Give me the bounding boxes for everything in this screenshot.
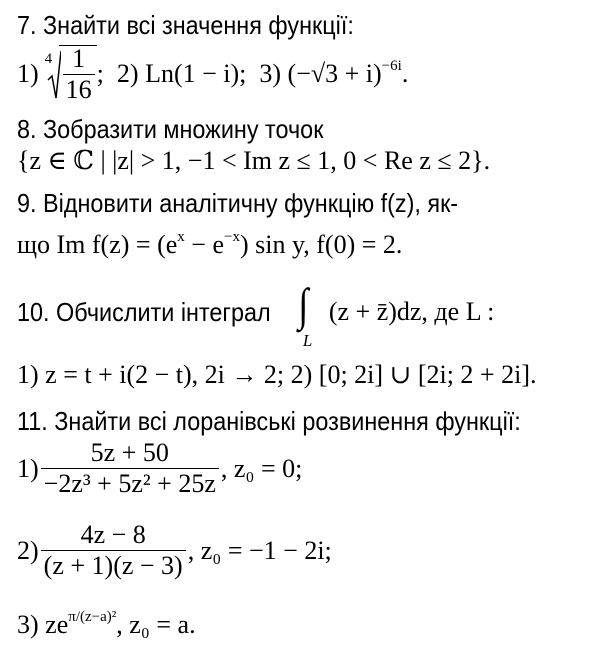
fraction-numerator: 1 [63, 46, 95, 75]
task9-line2: що Im $f(z) = (e^x - e^{-x})$ sin y, f(0) = 2. [17, 229, 403, 259]
integral-sign: ∫ L [298, 279, 313, 350]
task10-options: 1) z = t + i(2 − t), 2i → 2; 2) [0; 2i] ∪ [2i; 2 + 2i]. [17, 360, 537, 389]
task8-heading: 8. Зобразити множину точок [17, 114, 324, 144]
item3-exponent: −6i [381, 58, 402, 74]
task7-item2: 2) Ln(1 − i); [116, 59, 247, 88]
task11-f1: 1) $\frac{5z + 50}{\text{−2z³ + 5z² + 25z}}$ , z₀ = 0; [17, 438, 303, 498]
f2-denominator: (z + 1)(z − 3) [43, 551, 183, 580]
f2-fraction [41, 522, 186, 579]
fourth-root: 4 $\frac{1}{16}$ [47, 45, 97, 103]
task8-set: {z ∈ ℂ | |z| > 1, −1 < Im z ≤ 1, 0 < Re z ≤ 2}. [17, 146, 491, 175]
f1-numerator: 5z + 50 [41, 440, 219, 469]
f1-fraction [41, 440, 219, 497]
task11-f2: 2) $\frac{4z - 8}{(z + 1)(z - 3)}$ , z₀ = −1 − 2i; [17, 520, 332, 580]
task10-heading-line [17, 279, 495, 350]
f1-point: , z₀ = 0; [220, 453, 303, 483]
task7-items: 1) 4 $\frac{1}{16}$ ; 2) Ln(1 − i); 3) $(-√3 + i)^{-6i}$. [17, 44, 409, 104]
f3-exponent: π/(z−a)² [68, 609, 117, 625]
f1-denominator: −2z³ + 5z² + 25z [43, 469, 216, 498]
fraction-denominator: 16 [65, 75, 92, 104]
task11-f3: 3) $ze^{\pi/(z-a)^2}$, z₀ = a. [17, 609, 196, 639]
task7-item3: 3) $(-√3 + i)^{-6i}$. [259, 58, 409, 88]
task10-integrand: (z + z̄)dz, де L : [328, 297, 495, 326]
task7-item1-label: 1) [17, 59, 39, 88]
f2-point: , z₀ = −1 − 2i; [187, 535, 332, 565]
task11-heading: 11. Знайти всі лоранівські розвинення функції: [17, 406, 521, 436]
integral-contour-label: L [302, 331, 313, 350]
f2-numerator: 4z − 8 [41, 522, 186, 551]
root-fraction [63, 46, 95, 103]
task10-heading: 10. Обчислити інтеграл [17, 297, 271, 327]
task9-line1: 9. Відновити аналітичну функцію f(z), як- [17, 188, 459, 218]
task7-heading: 7. Знайти всі значення функції: [17, 10, 354, 40]
